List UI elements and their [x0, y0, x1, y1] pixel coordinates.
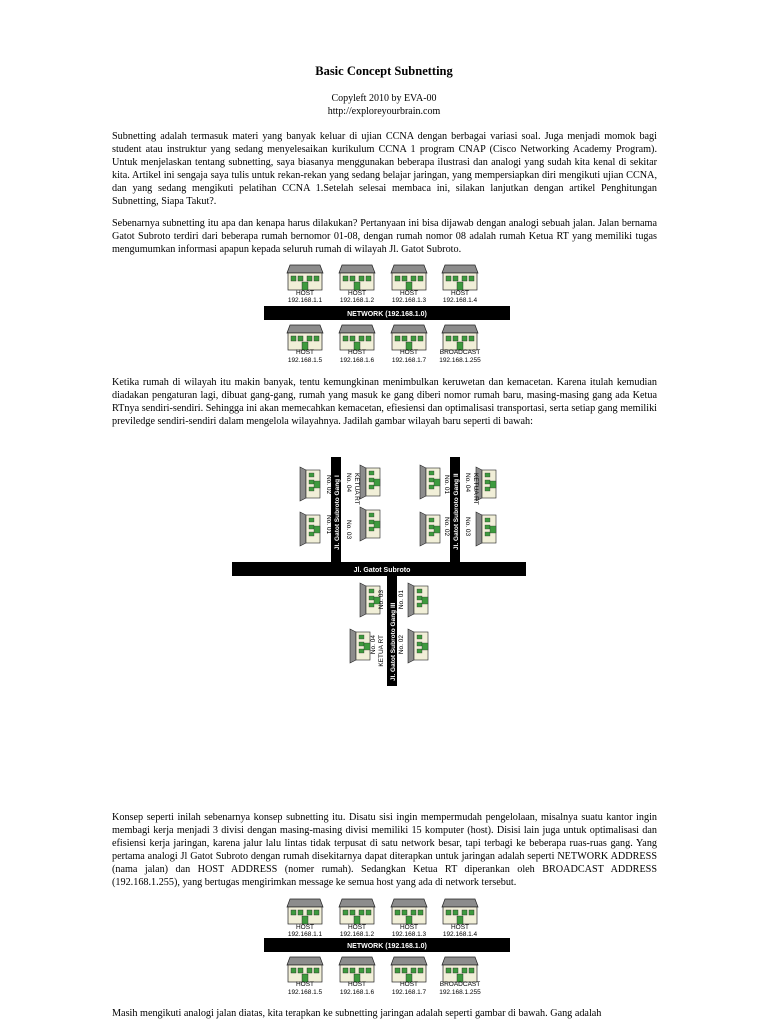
- house-icon: [442, 957, 478, 982]
- house-icon: [408, 583, 428, 617]
- host-label: HOST: [399, 981, 419, 988]
- house-icon: [408, 629, 428, 663]
- house-icon: [420, 512, 440, 546]
- gang3-house-label: No. 04: [370, 635, 377, 655]
- network-label: NETWORK (192.168.1.0): [347, 311, 427, 318]
- host-label: HOST: [399, 290, 419, 297]
- gang2-house-label: KETUA RT: [472, 473, 479, 505]
- house-icon: [391, 265, 427, 290]
- house-icon: [287, 325, 323, 350]
- gang2-house-label: No. 04: [464, 473, 471, 493]
- network-diagram-1: [262, 262, 512, 366]
- gang2-house-label: No. 01: [443, 475, 450, 495]
- host-label: HOST: [295, 349, 315, 356]
- host-ip: 192.168.1.5: [287, 989, 323, 996]
- gang3-road-label: Jl. Gatot Subroto Gang III: [390, 602, 397, 681]
- network-diagram-2: [262, 896, 512, 1000]
- paragraph-gang: Ketika rumah di wilayah itu makin banyak, tentu kemungkinan menimbulkan keruwetan dan kemacetan. Karena itulah kemudian diadakan pengaturan lagi, dibuat gang-gang, rumah yang masuk ke gang diberi nomor rumah baru, masing-masing gang ada Ketua RTnya sendiri-sendiri. Sehingga ini akan memecahkan kemacetan, efiesiensi dan optimalisasi transportasi, serta setiap gang memiliki previledge sendiri-sendiri dalam mengelola wilayahnya. Jadilah gambar wilayah baru seperti di bawah:: [112, 377, 657, 427]
- host-ip: 192.168.1.1: [287, 931, 323, 938]
- network-label: NETWORK (192.168.1.0): [347, 943, 427, 950]
- house-icon: [442, 325, 478, 350]
- gang1-house-label: KETUA RT: [353, 473, 360, 505]
- gang1-house-label: No. 03: [345, 520, 352, 540]
- host-label: HOST: [347, 290, 367, 297]
- host-ip: 192.168.1.2: [339, 297, 375, 304]
- house-icon: [442, 265, 478, 290]
- gang1-house-label: No. 01: [325, 515, 332, 535]
- paragraph-intro: Subnetting adalah termasuk materi yang banyak keluar di ujian CCNA dengan berbagai variasi soal. Juga menjadi momok bagi student atau instruktur yang sedang menyelesaikan kurikulum CCNA 1 program CNAP (Cisco Networking Academy Program). Untuk menjelaskan tentang subnetting, saya biasanya menggunakan beberapa ilustrasi dan analogi yang sudah kita kenal di sekitar kita. Artikel ini sengaja saya tulis untuk rekan-rekan yang sedang belajar jaringan, yang mempersiapkan diri mengikuti ujian CCNA, dan yang sedang mengikuti pelatihan CCNA 1.Setelah selesai membaca ini, silakan lanjutkan dengan artikel Penghitungan Subnetting, Siapa Takut?.: [112, 131, 657, 207]
- gang2-house-label: No. 02: [443, 517, 450, 537]
- host-ip: 192.168.1.1: [287, 297, 323, 304]
- gang3-house-label: No. 03: [378, 590, 385, 610]
- gang3-house-label: No. 02: [398, 635, 405, 655]
- house-icon: [339, 325, 375, 350]
- host-ip: 192.168.1.7: [391, 357, 427, 364]
- gang2-road-label: Jl. Gatot Subroto Gang II: [453, 473, 460, 550]
- paragraph-concept: Konsep seperti inilah sebenarnya konsep subnetting itu. Disatu sisi ingin mempermudah pengelolaan, misalnya suatu kantor ingin membagi kerja menjadi 3 divisi dengan masing-masing divisi memiliki 15 komputer (host). Disisi lain juga untuk optimalisasi dan efisiensi kerja jaringan, karena jalur lalu lintas tidak terpusat di satu network besar, tapi terbagi ke beberapa ruas-ruas gang. Yang pertama analogi Jl Gatot Subroto dengan rumah disekitarnya dapat diterapkan untuk jaringan adalah seperti NETWORK ADDRESS (nama jalan) dan HOST ADDRESS (nomer rumah). Sedangkan Ketua RT diperankan oleh BROADCAST ADDRESS (192.168.1.255), yang bertugas mengirimkan message ke semua host yang ada di network tersebut.: [112, 812, 657, 888]
- house-icon: [287, 899, 323, 924]
- gang1-house-label: No. 04: [345, 473, 352, 493]
- host-label: HOST: [450, 924, 470, 931]
- house-icon: [420, 465, 440, 499]
- house-icon: [360, 507, 380, 541]
- gang2-house-label: No. 03: [464, 517, 471, 537]
- paragraph-street-analogy: Sebenarnya subnetting itu apa dan kenapa harus dilakukan? Pertanyaan ini bisa dijawab dengan analogi sebuah jalan. Jalan bernama Gatot Subroto terdiri dari beberapa rumah bernomor 01-08, dengan rumah nomor 08 adalah rumah Ketua RT yang memiliki tugas mengumumkan informasi apapun kepada seluruh rumah di wilayah Jl. Gatot Subroto.: [112, 218, 657, 255]
- host-ip: 192.168.1.3: [391, 297, 427, 304]
- house-icon: [300, 467, 320, 501]
- broadcast-label: BROADCAST: [439, 349, 481, 356]
- host-label: HOST: [399, 349, 419, 356]
- host-label: HOST: [347, 981, 367, 988]
- house-icon: [339, 957, 375, 982]
- house-icon: [287, 265, 323, 290]
- broadcast-label: BROADCAST: [439, 981, 481, 988]
- house-icon: [287, 957, 323, 982]
- house-icon: [391, 899, 427, 924]
- broadcast-ip: 192.168.1.255: [439, 989, 481, 996]
- document-title: Basic Concept Subnetting: [315, 64, 453, 78]
- house-icon: [360, 583, 380, 617]
- house-icon: [300, 512, 320, 546]
- house-icon: [360, 465, 380, 499]
- street-map: [230, 455, 530, 690]
- host-label: HOST: [295, 981, 315, 988]
- source-url: http://exploreyourbrain.com: [327, 106, 441, 117]
- host-label: HOST: [295, 290, 315, 297]
- host-label: HOST: [347, 924, 367, 931]
- host-label: HOST: [450, 290, 470, 297]
- host-ip: 192.168.1.4: [442, 931, 478, 938]
- host-ip: 192.168.1.2: [339, 931, 375, 938]
- house-icon: [391, 325, 427, 350]
- host-label: HOST: [347, 349, 367, 356]
- gang3-house-label: No. 01: [398, 590, 405, 610]
- main-road-label: Jl. Gatot Subroto: [353, 567, 411, 574]
- house-icon: [442, 899, 478, 924]
- house-icon: [339, 265, 375, 290]
- paragraph-closing: Masih mengikuti analogi jalan diatas, kita terapkan ke subnetting jaringan adalah seperti gambar di bawah. Gang adalah: [112, 1008, 602, 1019]
- gang1-house-label: No. 02: [325, 475, 332, 495]
- host-label: HOST: [295, 924, 315, 931]
- house-icon: [391, 957, 427, 982]
- gang1-road-label: Jl. Gatot Subroto Gang I: [334, 475, 341, 550]
- host-ip: 192.168.1.6: [339, 989, 375, 996]
- house-icon: [350, 629, 370, 663]
- host-ip: 192.168.1.6: [339, 357, 375, 364]
- host-ip: 192.168.1.4: [442, 297, 478, 304]
- house-icon: [476, 512, 496, 546]
- host-ip: 192.168.1.3: [391, 931, 427, 938]
- host-ip: 192.168.1.5: [287, 357, 323, 364]
- house-icon: [339, 899, 375, 924]
- gang3-house-label: KETUA RT: [378, 635, 385, 667]
- host-ip: 192.168.1.7: [391, 989, 427, 996]
- host-label: HOST: [399, 924, 419, 931]
- copyright-line: Copyleft 2010 by EVA-00: [331, 93, 437, 104]
- broadcast-ip: 192.168.1.255: [439, 357, 481, 364]
